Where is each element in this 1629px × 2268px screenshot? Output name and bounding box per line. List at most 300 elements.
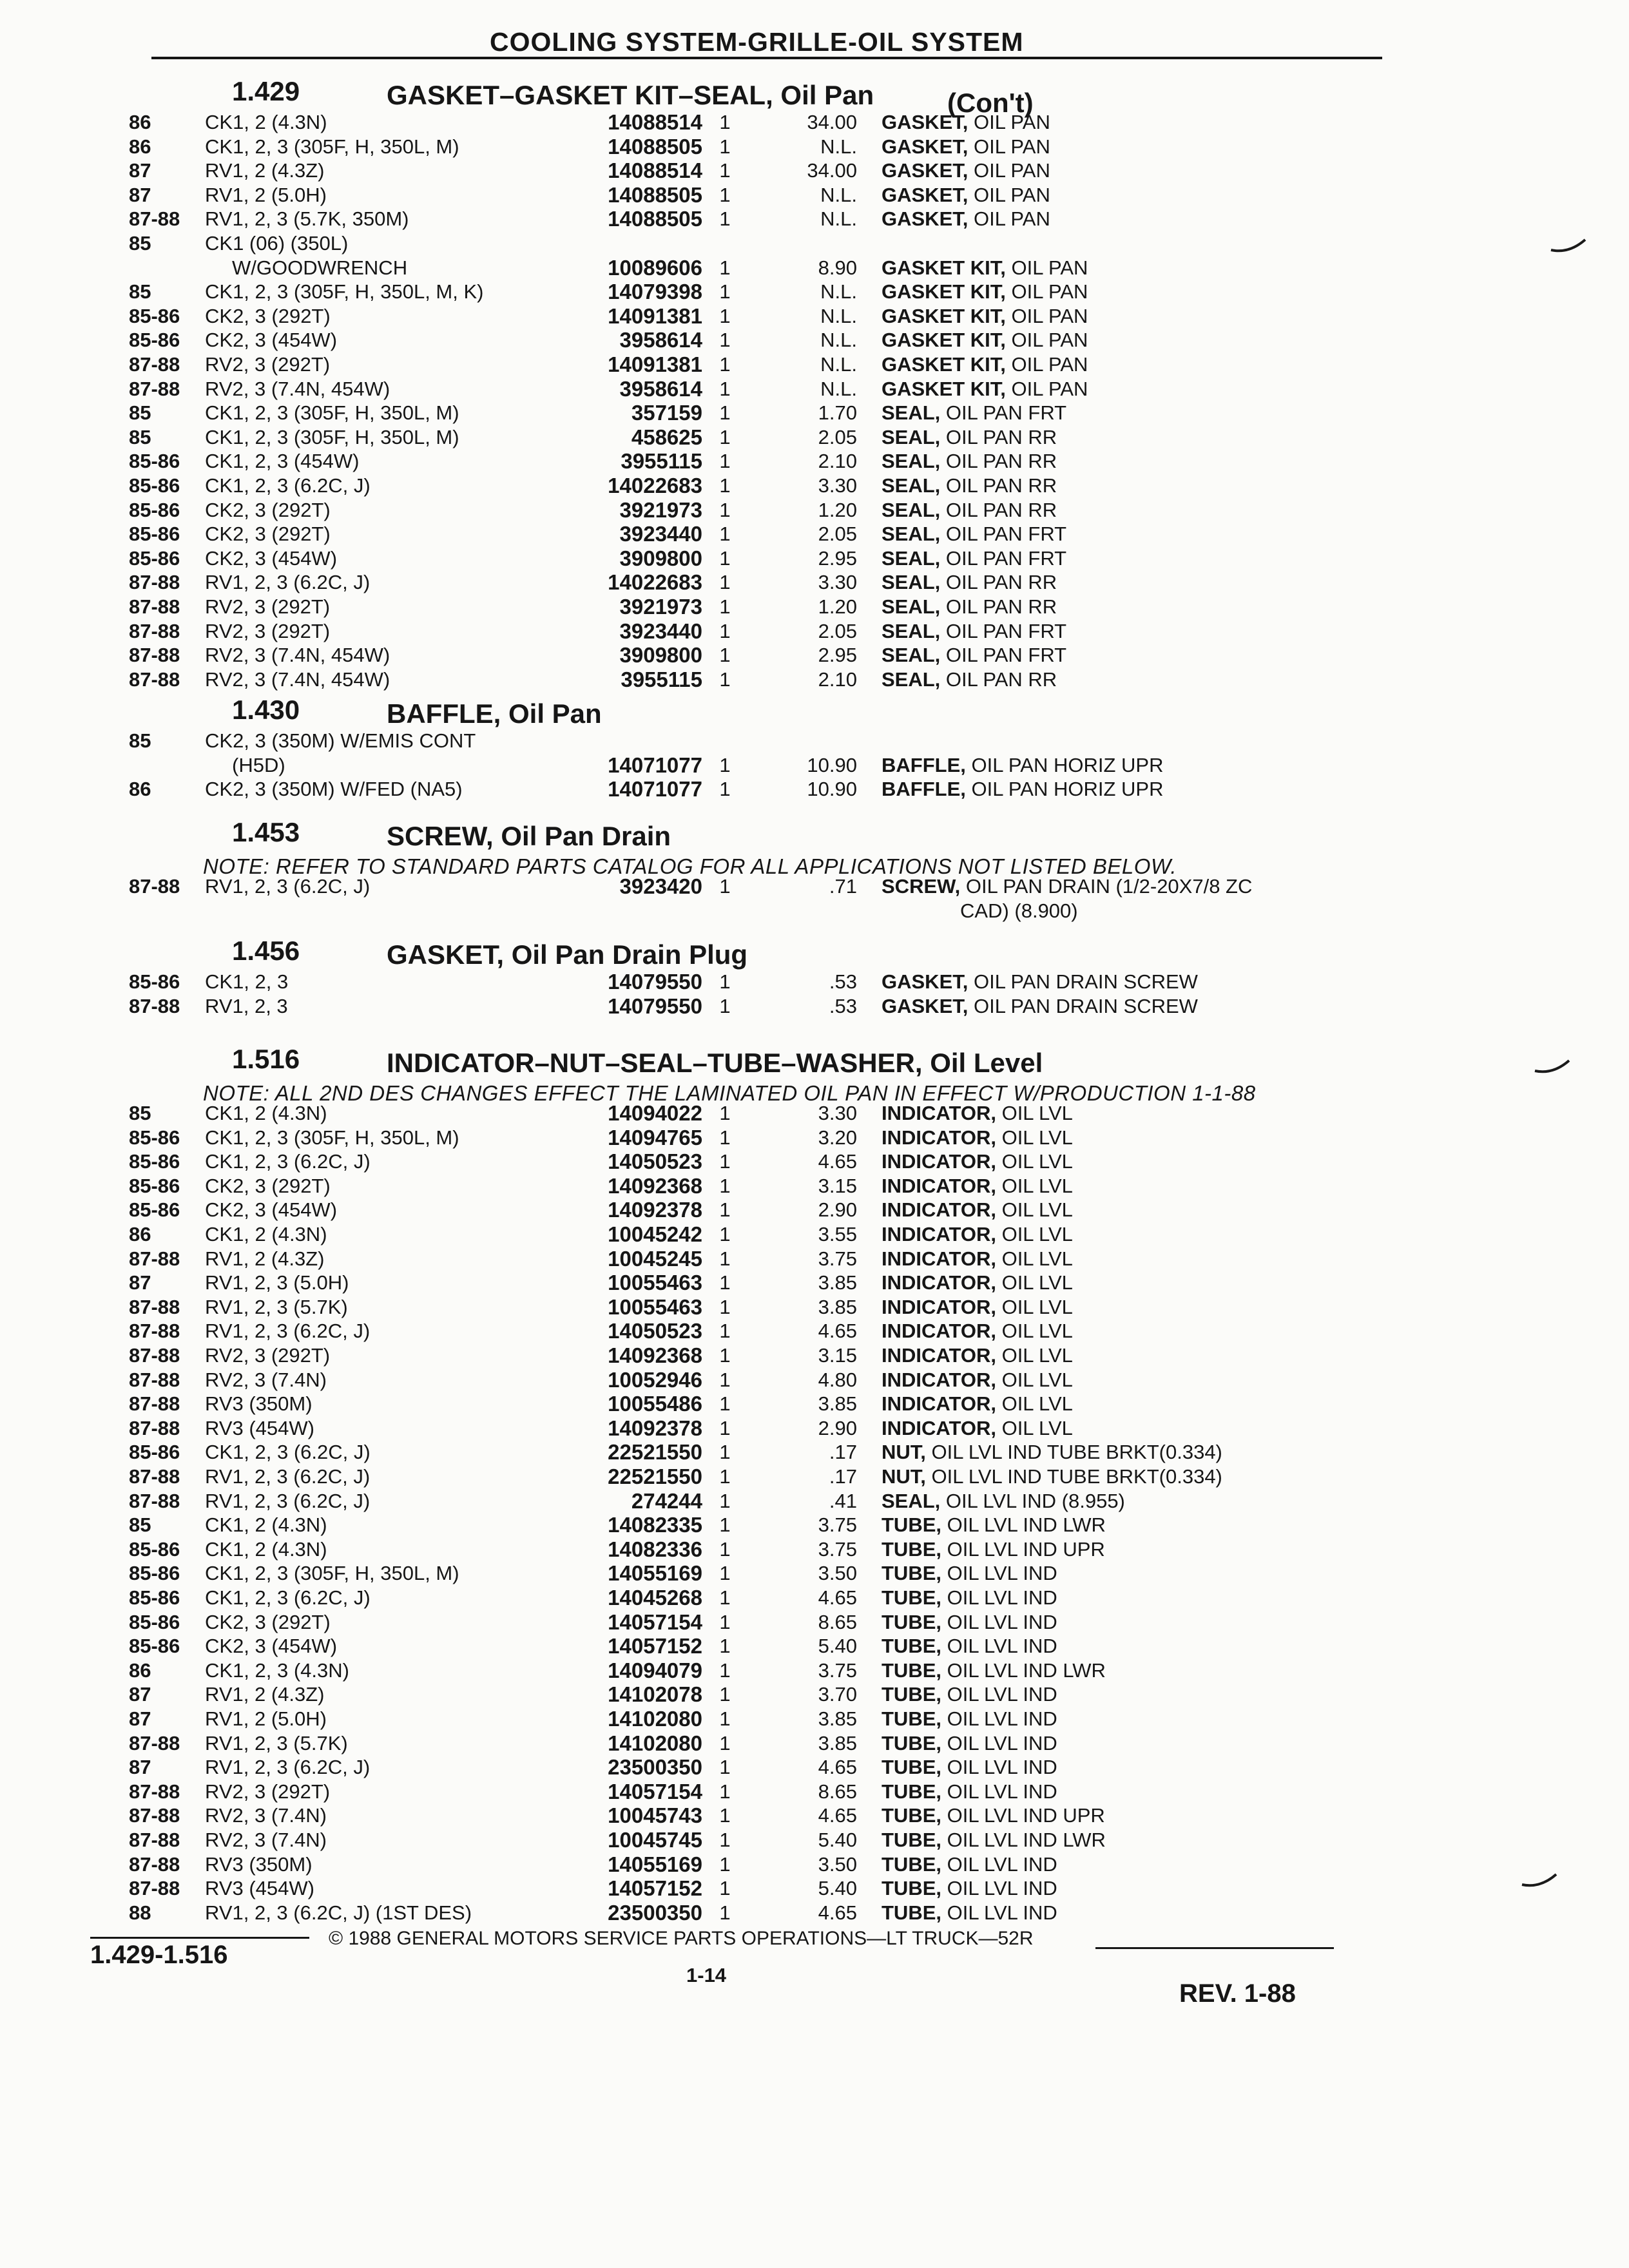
application: CK2, 3 (454W) <box>205 1198 338 1222</box>
quantity: 1 <box>719 1514 731 1537</box>
description-detail: OIL PAN <box>1005 329 1088 352</box>
application: RV2, 3 (7.4N) <box>205 1368 327 1391</box>
description-detail: OIL PAN <box>968 135 1050 158</box>
model-year: 87-88 <box>129 1368 180 1391</box>
price: 2.95 <box>818 546 857 570</box>
description <box>882 875 1539 898</box>
description-detail: CAD) (8.900) <box>960 899 1078 922</box>
quantity: 1 <box>719 1126 731 1149</box>
price: 3.85 <box>818 1731 857 1754</box>
quantity: 1 <box>719 498 731 521</box>
application: RV2, 3 (7.4N) <box>205 1804 327 1827</box>
price: 3.75 <box>818 1658 857 1682</box>
quantity: 1 <box>719 207 731 231</box>
price: 10.90 <box>807 753 857 776</box>
part-number: 14094022 <box>608 1101 702 1125</box>
description <box>882 620 1539 643</box>
application: CK2, 3 (454W) <box>205 546 338 570</box>
price: N.L. <box>820 207 857 231</box>
application: W/GOODWRENCH <box>232 256 408 279</box>
part-number: 274244 <box>631 1488 702 1513</box>
model-year: 85-86 <box>129 1635 180 1658</box>
description-detail: OIL LVL IND <box>941 1901 1057 1924</box>
section-title: BAFFLE, Oil Pan <box>387 698 602 729</box>
parts-row <box>0 595 1629 619</box>
description-detail: OIL PAN <box>968 159 1050 182</box>
description-keyword: TUBE, <box>882 1537 941 1561</box>
description-detail: OIL LVL IND LWR <box>941 1658 1106 1682</box>
part-number: 3958614 <box>619 328 702 352</box>
description-detail: OIL PAN DRAIN (1/2-20X7/8 ZC <box>960 875 1253 898</box>
price: 34.00 <box>807 111 857 133</box>
description <box>882 1829 1539 1852</box>
part-number: 14088514 <box>608 110 702 134</box>
quantity: 1 <box>719 135 731 158</box>
application: CK2, 3 (292T) <box>205 498 331 521</box>
application: CK1, 2, 3 <box>205 970 289 993</box>
section-title: GASKET–GASKET KIT–SEAL, Oil Pan <box>387 80 874 110</box>
quantity: 1 <box>719 111 731 133</box>
description <box>882 159 1539 182</box>
model-year: 85-86 <box>129 1537 180 1561</box>
description <box>882 644 1539 667</box>
application: (H5D) <box>232 753 285 776</box>
parts-row <box>0 875 1629 898</box>
parts-row <box>0 1223 1629 1246</box>
description <box>882 547 1539 570</box>
parts-row <box>0 523 1629 546</box>
description <box>882 1562 1539 1585</box>
description <box>882 1271 1539 1294</box>
model-year: 85-86 <box>129 1610 180 1633</box>
application: CK1, 2 (4.3N) <box>205 1102 327 1124</box>
part-number: 14088505 <box>608 134 702 159</box>
application: RV1, 2, 3 (5.7K) <box>205 1295 348 1318</box>
description <box>882 1901 1539 1925</box>
model-year: 87-88 <box>129 619 180 642</box>
description-keyword: GASKET KIT, <box>882 304 1006 327</box>
application: RV1, 2 (4.3Z) <box>205 159 325 182</box>
parts-row <box>0 159 1629 182</box>
part-number: 14092378 <box>608 1416 702 1440</box>
price: 2.05 <box>818 523 857 546</box>
description-detail: OIL LVL IND <box>941 1731 1057 1754</box>
parts-row <box>0 353 1629 376</box>
price: 3.75 <box>818 1247 857 1270</box>
quantity: 1 <box>719 450 731 473</box>
part-number: 14088514 <box>608 159 702 183</box>
model-year: 87 <box>129 1707 151 1730</box>
description-keyword: TUBE, <box>882 1852 941 1876</box>
description-detail: OIL LVL IND LWR <box>941 1514 1106 1537</box>
application: RV1, 2, 3 (6.2C, J) <box>205 1756 371 1779</box>
parts-row <box>0 644 1629 667</box>
section-number: 1.456 <box>232 936 300 966</box>
header-rule <box>151 57 1382 59</box>
description-detail: OIL LVL IND <box>941 1586 1057 1609</box>
model-year: 85-86 <box>129 1174 180 1197</box>
part-number: 3923420 <box>619 874 702 898</box>
parts-row <box>0 474 1629 497</box>
quantity: 1 <box>719 1247 731 1270</box>
application: RV3 (350M) <box>205 1852 313 1876</box>
description <box>882 1441 1539 1464</box>
model-year: 85-86 <box>129 329 180 352</box>
description-detail: OIL LVL IND <box>941 1707 1057 1730</box>
price: 3.15 <box>818 1344 857 1367</box>
description <box>882 1247 1539 1271</box>
model-year: 85-86 <box>129 498 180 521</box>
section-note: NOTE: ALL 2ND DES CHANGES EFFECT THE LAMINATED OIL PAN IN EFFECT W/PRODUCTION 1-1-88 <box>203 1081 1256 1105</box>
description-detail: OIL LVL <box>996 1416 1073 1439</box>
price: 3.30 <box>818 1102 857 1124</box>
quantity: 1 <box>719 425 731 448</box>
parts-row <box>0 1901 1629 1925</box>
description <box>882 184 1539 207</box>
quantity: 1 <box>719 1489 731 1512</box>
description-keyword: TUBE, <box>882 1877 941 1900</box>
model-year: 85-86 <box>129 1562 180 1585</box>
description-keyword: INDICATOR, <box>882 1320 996 1343</box>
parts-row <box>0 1853 1629 1876</box>
description-detail: OIL LVL IND <box>941 1683 1057 1706</box>
quantity: 1 <box>719 1174 731 1197</box>
model-year: 87-88 <box>129 1804 180 1827</box>
quantity: 1 <box>719 1465 731 1488</box>
application: CK1, 2, 3 (305F, H, 350L, M) <box>205 135 459 158</box>
application: CK1, 2, 3 (305F, H, 350L, M) <box>205 401 459 425</box>
description-detail: OIL PAN <box>968 111 1050 133</box>
description <box>882 1344 1539 1367</box>
application: CK1, 2, 3 (454W) <box>205 450 360 473</box>
footer-page-number: 1-14 <box>686 1964 727 1986</box>
description-detail: OIL PAN <box>1005 280 1088 303</box>
description-detail: OIL PAN RR <box>940 498 1057 521</box>
price: 3.30 <box>818 474 857 497</box>
description-detail: OIL PAN HORIZ UPR <box>965 778 1164 801</box>
price: 1.20 <box>818 498 857 521</box>
quantity: 1 <box>719 1392 731 1416</box>
part-number: 3958614 <box>619 376 702 401</box>
quantity: 1 <box>719 595 731 618</box>
description <box>882 1320 1539 1343</box>
description-keyword: TUBE, <box>882 1658 941 1682</box>
description-detail: OIL PAN RR <box>940 571 1057 594</box>
part-number: 10045242 <box>608 1222 702 1246</box>
quantity: 1 <box>719 1877 731 1900</box>
quantity: 1 <box>719 1416 731 1439</box>
description-keyword: SEAL, <box>882 619 941 642</box>
price: 3.55 <box>818 1223 857 1245</box>
application: CK1 (06) (350L) <box>205 232 349 255</box>
price: N.L. <box>820 135 857 158</box>
application: CK1, 2, 3 (6.2C, J) <box>205 474 371 497</box>
description-keyword: SEAL, <box>882 401 941 425</box>
price: 3.50 <box>818 1562 857 1585</box>
margin-check-mark <box>1521 1872 1559 1891</box>
description <box>882 754 1539 777</box>
application: RV2, 3 (292T) <box>205 353 331 376</box>
model-year: 86 <box>129 111 151 133</box>
parts-row <box>0 1417 1629 1440</box>
price: 2.90 <box>818 1198 857 1222</box>
model-year: 85-86 <box>129 523 180 546</box>
model-year: 87-88 <box>129 1877 180 1900</box>
parts-row <box>0 1490 1629 1513</box>
price: 2.10 <box>818 668 857 691</box>
application: RV1, 2, 3 (6.2C, J) <box>205 1489 371 1512</box>
section-title: SCREW, Oil Pan Drain <box>387 821 671 851</box>
part-number: 14082336 <box>608 1537 702 1561</box>
parts-row <box>0 1538 1629 1561</box>
price: 8.90 <box>818 256 857 279</box>
part-number: 14094765 <box>608 1125 702 1149</box>
description <box>882 499 1539 522</box>
model-year: 87-88 <box>129 994 180 1017</box>
part-number: 14022683 <box>608 570 702 595</box>
parts-row <box>0 426 1629 449</box>
quantity: 1 <box>719 668 731 691</box>
quantity: 1 <box>719 875 731 898</box>
description <box>882 1756 1539 1779</box>
quantity: 1 <box>719 619 731 642</box>
model-year: 87-88 <box>129 1416 180 1439</box>
part-number: 14092368 <box>608 1173 702 1198</box>
application: CK1, 2, 3 (305F, H, 350L, M) <box>205 425 459 448</box>
application: RV1, 2, 3 (6.2C, J) <box>205 1465 371 1488</box>
parts-row <box>0 668 1629 691</box>
description-detail: OIL LVL IND <box>941 1610 1057 1633</box>
description-detail: OIL LVL <box>996 1271 1073 1294</box>
part-number: 10045245 <box>608 1246 702 1271</box>
quantity: 1 <box>719 159 731 182</box>
description-detail: OIL PAN FRT <box>940 619 1067 642</box>
part-number: 10089606 <box>608 255 702 280</box>
description-keyword: INDICATOR, <box>882 1368 996 1391</box>
model-year: 85 <box>129 1514 151 1537</box>
description-keyword: GASKET KIT, <box>882 329 1006 352</box>
parts-row <box>0 1562 1629 1585</box>
description <box>882 280 1539 303</box>
price: 4.65 <box>818 1150 857 1173</box>
quantity: 1 <box>719 401 731 425</box>
quantity: 1 <box>719 1683 731 1706</box>
description-keyword: INDICATOR, <box>882 1102 996 1124</box>
description-keyword: SEAL, <box>882 498 941 521</box>
section-number: 1.453 <box>232 817 300 847</box>
quantity: 1 <box>719 523 731 546</box>
application: CK2, 3 (292T) <box>205 1174 331 1197</box>
quantity: 1 <box>719 1829 731 1851</box>
part-number: 10055463 <box>608 1294 702 1319</box>
price: N.L. <box>820 329 857 352</box>
description-keyword: GASKET, <box>882 159 969 182</box>
parts-row <box>0 1659 1629 1682</box>
part-number: 14055169 <box>608 1561 702 1586</box>
price: 8.65 <box>818 1610 857 1633</box>
price: 4.65 <box>818 1586 857 1609</box>
description-detail: OIL LVL IND LWR <box>941 1829 1106 1851</box>
part-number: 10055486 <box>608 1392 702 1416</box>
model-year: 85-86 <box>129 450 180 473</box>
quantity: 1 <box>719 1441 731 1464</box>
price: 2.10 <box>818 450 857 473</box>
quantity: 1 <box>719 1150 731 1173</box>
parts-row <box>0 232 1629 255</box>
model-year: 85 <box>129 232 151 255</box>
price: 5.40 <box>818 1829 857 1851</box>
description-keyword: TUBE, <box>882 1635 941 1658</box>
description-detail: OIL LVL <box>996 1344 1073 1367</box>
parts-row <box>0 256 1629 280</box>
description-keyword: GASKET, <box>882 207 969 231</box>
application: CK1, 2, 3 (6.2C, J) <box>205 1441 371 1464</box>
description-keyword: SEAL, <box>882 523 941 546</box>
description-keyword: INDICATOR, <box>882 1174 996 1197</box>
price: 4.65 <box>818 1756 857 1779</box>
description <box>882 111 1539 134</box>
quantity: 1 <box>719 778 731 801</box>
price: 2.05 <box>818 425 857 448</box>
description <box>882 1538 1539 1561</box>
margin-check-mark <box>1534 1058 1572 1077</box>
description-detail: OIL PAN HORIZ UPR <box>965 753 1164 776</box>
quantity: 1 <box>719 1901 731 1924</box>
description-detail: OIL LVL IND <box>941 1635 1057 1658</box>
description <box>882 970 1539 994</box>
part-number: 14022683 <box>608 474 702 497</box>
description-keyword: TUBE, <box>882 1756 941 1779</box>
part-number: 3955115 <box>621 667 702 691</box>
model-year: 87-88 <box>129 1247 180 1270</box>
description <box>882 1586 1539 1610</box>
price: 2.95 <box>818 644 857 667</box>
parts-row <box>0 1175 1629 1198</box>
parts-row <box>0 1150 1629 1173</box>
description-keyword: GASKET KIT, <box>882 256 1006 279</box>
parts-row <box>0 329 1629 352</box>
description <box>882 1392 1539 1416</box>
description-detail: OIL PAN FRT <box>940 523 1067 546</box>
model-year: 87-88 <box>129 668 180 691</box>
model-year: 85-86 <box>129 1126 180 1149</box>
parts-row <box>0 1247 1629 1271</box>
model-year: 87-88 <box>129 1344 180 1367</box>
application: RV3 (454W) <box>205 1416 314 1439</box>
description <box>960 899 1617 923</box>
description <box>882 1296 1539 1319</box>
parts-row <box>0 1392 1629 1416</box>
quantity: 1 <box>719 1586 731 1609</box>
parts-row <box>0 378 1629 401</box>
price: 3.85 <box>818 1271 857 1294</box>
application: CK2, 3 (350M) W/EMIS CONT <box>205 729 476 752</box>
parts-row <box>0 1296 1629 1319</box>
parts-row <box>0 1877 1629 1900</box>
model-year: 85 <box>129 401 151 425</box>
model-year: 85-86 <box>129 474 180 497</box>
description-detail: OIL PAN RR <box>940 474 1057 497</box>
description-detail: OIL LVL IND TUBE BRKT(0.334) <box>925 1441 1222 1464</box>
description-detail: OIL PAN RR <box>940 668 1057 691</box>
parts-row <box>0 1441 1629 1464</box>
application: RV2, 3 (7.4N, 454W) <box>205 377 390 400</box>
parts-row <box>0 111 1629 134</box>
description-detail: OIL LVL <box>996 1368 1073 1391</box>
section-number: 1.516 <box>232 1044 300 1074</box>
description-keyword: GASKET KIT, <box>882 353 1006 376</box>
price: .17 <box>829 1441 857 1464</box>
parts-row <box>0 1126 1629 1149</box>
model-year: 87-88 <box>129 571 180 594</box>
model-year: 87-88 <box>129 1320 180 1343</box>
price: 3.50 <box>818 1852 857 1876</box>
price: 3.85 <box>818 1392 857 1416</box>
quantity: 1 <box>719 1852 731 1876</box>
description-detail: OIL PAN <box>1005 377 1088 400</box>
price: 3.75 <box>818 1537 857 1561</box>
model-year: 87-88 <box>129 207 180 231</box>
description-keyword: INDICATOR, <box>882 1150 996 1173</box>
description-detail: OIL PAN <box>968 207 1050 231</box>
description <box>882 401 1539 425</box>
part-number: 14057152 <box>608 1876 702 1901</box>
description-keyword: SEAL, <box>882 1489 941 1512</box>
quantity: 1 <box>719 329 731 352</box>
quantity: 1 <box>719 1344 731 1367</box>
description-keyword: INDICATOR, <box>882 1344 996 1367</box>
parts-row <box>0 571 1629 594</box>
description-detail: OIL LVL <box>996 1392 1073 1416</box>
description-keyword: INDICATOR, <box>882 1247 996 1270</box>
price: N.L. <box>820 353 857 376</box>
description-detail: OIL PAN FRT <box>940 644 1067 667</box>
description-detail: OIL PAN FRT <box>940 546 1067 570</box>
quantity: 1 <box>719 1635 731 1658</box>
description-detail: OIL LVL <box>996 1320 1073 1343</box>
application: CK1, 2 (4.3N) <box>205 1223 327 1245</box>
description-keyword: TUBE, <box>882 1829 941 1851</box>
footer-rule-left <box>90 1937 309 1939</box>
part-number: 14102080 <box>608 1731 702 1755</box>
quantity: 1 <box>719 1368 731 1391</box>
quantity: 1 <box>719 1271 731 1294</box>
part-number: 10045743 <box>608 1803 702 1828</box>
price: 3.85 <box>818 1295 857 1318</box>
model-year: 87 <box>129 1756 151 1779</box>
section-title: INDICATOR–NUT–SEAL–TUBE–WASHER, Oil Level <box>387 1048 1043 1078</box>
part-number: 10055463 <box>608 1271 702 1295</box>
description <box>882 1102 1539 1125</box>
quantity: 1 <box>719 280 731 303</box>
description <box>882 523 1539 546</box>
quantity: 1 <box>719 1198 731 1222</box>
description-keyword: TUBE, <box>882 1780 941 1803</box>
description-detail: OIL LVL <box>996 1223 1073 1245</box>
description <box>882 1853 1539 1876</box>
part-number: 14057154 <box>608 1779 702 1803</box>
description-detail: OIL LVL IND <box>941 1756 1057 1779</box>
application: RV1, 2 (5.0H) <box>205 183 327 206</box>
part-number: 3909800 <box>619 643 702 668</box>
parts-row <box>0 1780 1629 1803</box>
application: CK1, 2, 3 (305F, H, 350L, M) <box>205 1126 459 1149</box>
parts-row <box>0 1344 1629 1367</box>
description-keyword: TUBE, <box>882 1707 941 1730</box>
part-number: 14102078 <box>608 1682 702 1707</box>
price: 4.65 <box>818 1804 857 1827</box>
model-year: 87-88 <box>129 875 180 898</box>
